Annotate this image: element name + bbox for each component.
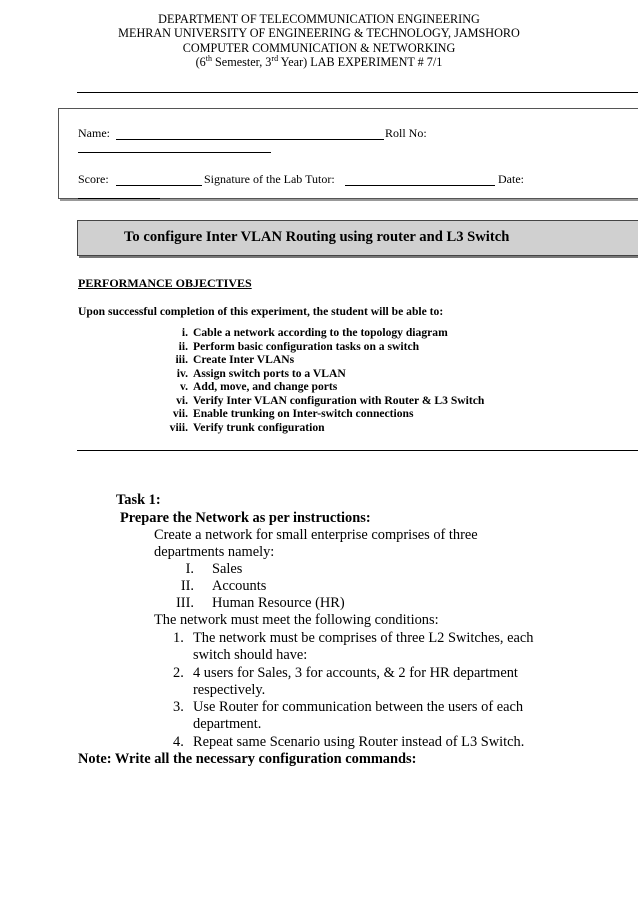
department-line: DEPARTMENT OF TELECOMMUNICATION ENGINEERING (158, 12, 480, 26)
signature-field[interactable] (345, 185, 495, 186)
header-divider (77, 92, 638, 93)
date-label: Date: (498, 172, 524, 186)
date-field[interactable] (78, 198, 160, 199)
name-label: Name: (78, 126, 110, 140)
experiment-title-box (77, 220, 638, 256)
note-text: Note: Write all the necessary configuration commands: (78, 751, 417, 767)
task-label: Task 1: (116, 492, 161, 508)
rollno-label: Roll No: (385, 126, 427, 140)
rollno-field[interactable] (78, 152, 271, 153)
task-intro-line: Create a network for small enterprise comprises of three (154, 527, 478, 543)
document-header (0, 12, 638, 70)
performance-objectives-heading: PERFORMANCE OBJECTIVES (78, 276, 252, 290)
condition-text: switch should have: (193, 647, 308, 663)
condition-text: 4 users for Sales, 3 for accounts, & 2 for HR department (193, 665, 518, 681)
condition-text: respectively. (193, 682, 266, 698)
condition-text: The network must be comprises of three L2 Switches, each (193, 630, 534, 646)
course-line: COMPUTER COMMUNICATION & NETWORKING (182, 40, 456, 55)
performance-objectives-intro: Upon successful completion of this experiment, the student will be able to: (78, 305, 444, 318)
conditions-intro: The network must meet the following conditions: (154, 612, 439, 628)
task-intro-line: departments namely: (154, 544, 275, 560)
score-field[interactable] (116, 185, 202, 186)
condition-text: Repeat same Scenario using Router instead of L3 Switch. (193, 734, 525, 750)
condition-number: 1. (173, 630, 184, 646)
experiment-title: To configure Inter VLAN Routing using router and L3 Switch (124, 229, 510, 245)
condition-number: 2. (173, 665, 184, 681)
signature-label: Signature of the Lab Tutor: (204, 172, 335, 186)
university-line: MEHRAN UNIVERSITY OF ENGINEERING & TECHNOLOGY, JAMSHORO (118, 26, 520, 41)
objectives-divider (77, 450, 638, 451)
score-label: Score: (78, 172, 109, 186)
condition-text: department. (193, 716, 262, 732)
condition-number: 3. (173, 699, 184, 715)
condition-number: 4. (173, 734, 184, 750)
condition-text: Use Router for communication between the users of each (193, 699, 524, 715)
name-field[interactable] (116, 139, 384, 140)
task-heading: Prepare the Network as per instructions: (120, 510, 371, 526)
semester-line: (6th Semester, 3rd Year) LAB EXPERIMENT # 7/1 (195, 54, 443, 70)
